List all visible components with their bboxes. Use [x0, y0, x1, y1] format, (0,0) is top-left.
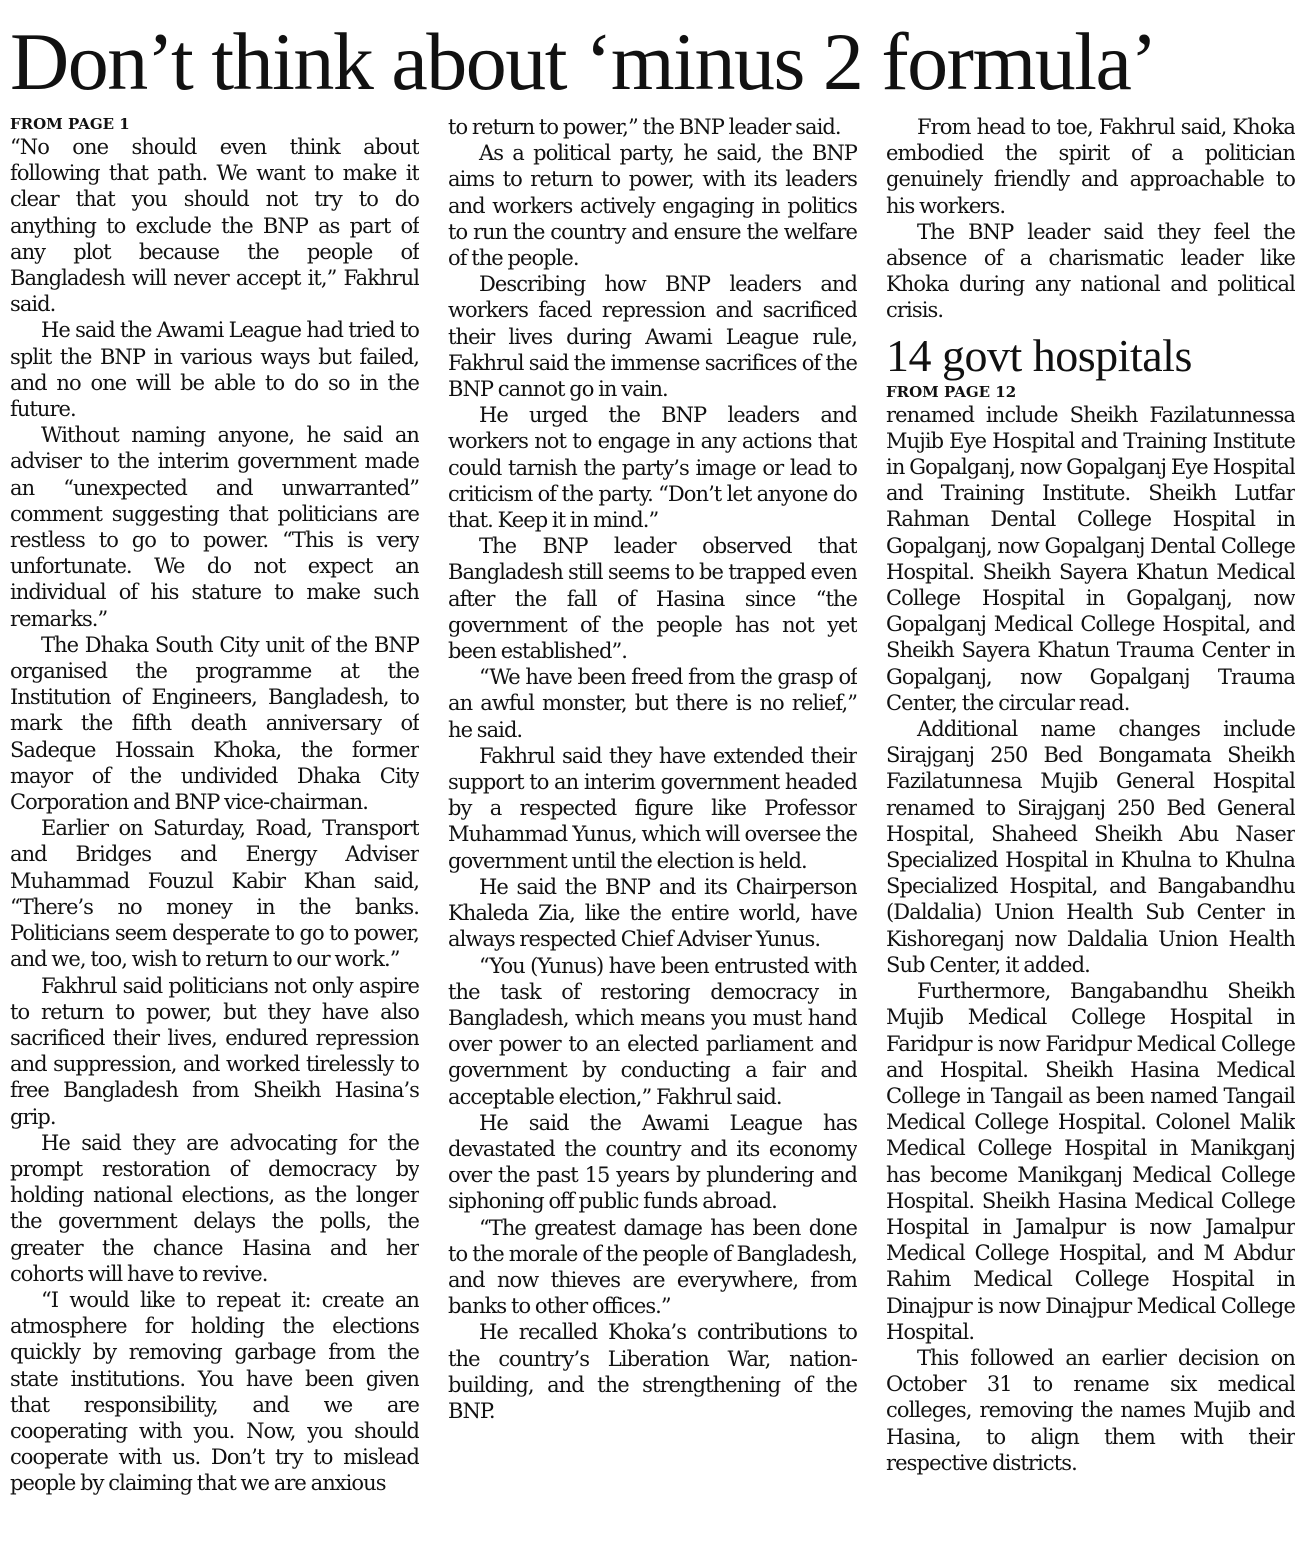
paragraph: The BNP leader said they feel the absence of a charismatic leader like Khoka during any national and political crisis.	[886, 219, 1295, 323]
paragraph: Earlier on Saturday, Road, Transport and Bridges and Energy Adviser Muhammad Fouzul Kabir Khan said, “There’s no money in the banks. Politicians seem desperate to go to power, and we, too, wish to return to our work.”	[10, 816, 419, 972]
paragraph: The Dhaka South City unit of the BNP organised the programme at the Institution of Engineers, Bangladesh, to mark the fifth death anniversary of Sadeque Hossain Khoka, the former mayor of the undivided Dhaka City Corporation and BNP vice-chairman.	[10, 632, 419, 815]
paragraph: to return to power,” the BNP leader said.	[448, 115, 841, 139]
paragraph: Without naming anyone, he said an adviser to the interim government made an “unexpected and unwarranted” comment suggesting that politicians are restless to go to power. “This is very unfortunate. We do not expect an individual of his stature to make such remarks.”	[10, 423, 419, 631]
paragraph: As a political party, he said, the BNP aims to return to power, with its leaders and workers actively engaging in politics to run the country and ensure the welfare of the people.	[448, 141, 857, 271]
paragraph: “No one should even think about following that path. We want to make it clear that you should not try to do anything to exclude the BNP as part of any plot because the people of Bangladesh will never accept it,” Fakhrul said.	[10, 135, 419, 317]
paragraph: This followed an earlier decision on October 31 to rename six medical colleges, removing the names Mujib and Hasina, to align them with their respective districts.	[886, 1345, 1295, 1475]
paragraph: The BNP leader observed that Bangladesh still seems to be trapped even after the fall of Hasina since “the government of the people has not yet been established”.	[448, 534, 857, 664]
second-story-dateline: FROM PAGE 12	[886, 382, 1017, 401]
paragraph: From head to toe, Fakhrul said, Khoka embodied the spirit of a politician genuinely friendly and approachable to his workers.	[886, 115, 1295, 218]
paragraph: “I would like to repeat it: create an atmosphere for holding the elections quickly by removing garbage from the state institutions. You have been given that responsibility, and we are cooperating with you. Now, you should cooperate with us. Don’t try to mislead people by claiming that we are anxious	[10, 1287, 419, 1496]
column-3	[886, 114, 1295, 1555]
paragraph: Describing how BNP leaders and workers faced repression and sacrificed their lives during Awami League rule, Fakhrul said the immense sacrifices of the BNP cannot go in vain.	[448, 272, 857, 402]
column-2	[448, 114, 857, 1555]
second-story-headline: 14 govt hospitals	[886, 329, 1192, 381]
column-1	[10, 114, 419, 1555]
paragraph: Fakhrul said politicians not only aspire to return to power, but they have also sacrificed their lives, endured repression and suppression, and worked tirelessly to free Bangladesh from Sheikh Hasina’s grip.	[10, 973, 419, 1129]
paragraph: “You (Yunus) have been entrusted with the task of restoring democracy in Bangladesh, which means you must hand over power to an elected parliament and government by conducting a fair and acceptable election,” Fakhrul said.	[448, 953, 857, 1109]
paragraph: “We have been freed from the grasp of an awful monster, but there is no relief,” he said.	[448, 665, 857, 742]
paragraph: Additional name changes include Sirajganj 250 Bed Bongamata Sheikh Fazilatunnesa Mujib General Hospital renamed to Sirajganj 250 Bed General Hospital, Shaheed Sheikh Abu Naser Specialized Hospital in Khulna to Khulna Specialized Hospital, and Bangabandhu (Daldalia) Union Health Sub Center in Kishoreganj now Daldalia Union Health Sub Center, it added.	[886, 717, 1295, 977]
paragraph: He said the Awami League had tried to split the BNP in various ways but failed, and no one will be able to do so in the future.	[10, 318, 419, 422]
dateline: FROM PAGE 1	[10, 115, 130, 133]
paragraph: Fakhrul said they have extended their support to an interim government headed by a respected figure like Professor Muhammad Yunus, which will oversee the government until the election is held.	[448, 743, 857, 873]
paragraph: He said the BNP and its Chairperson Khaleda Zia, like the entire world, have always respected Chief Adviser Yunus.	[448, 874, 857, 952]
paragraph: He said the Awami League has devastated the country and its economy over the past 15 years by plundering and siphoning off public funds abroad.	[448, 1110, 857, 1214]
paragraph: He recalled Khoka’s contributions to the country’s Liberation War, nation-building, and the strengthening of the BNP.	[448, 1320, 857, 1423]
paragraph: renamed include Sheikh Fazilatunnessa Mujib Eye Hospital and Training Institute in Gopalganj, now Gopalganj Eye Hospital and Training Institute. Sheikh Lutfar Rahman Dental College Hospital in Gopalganj, now Gopalganj Dental College Hospital. Sheikh Sayera Khatun Medical College Hospital in Gopalganj, now Gopalganj Medical College Hospital, and Sheikh Sayera Khatun Trauma Center in Gopalganj, now Gopalganj Trauma Center, the circular read.	[886, 402, 1295, 715]
paragraph: He said they are advocating for the prompt restoration of democracy by holding national elections, as the longer the government delays the polls, the greater the chance Hasina and her cohorts will have to revive.	[10, 1130, 419, 1286]
paragraph: Furthermore, Bangabandhu Sheikh Mujib Medical College Hospital in Faridpur is now Faridpur Medical College and Hospital. Sheikh Hasina Medical College in Tangail as been named Tangail Medical College Hospital. Colonel Malik Medical College Hospital in Manikganj has become Manikganj Medical College Hospital. Sheikh Hasina Medical College Hospital in Jamalpur is now Jamalpur Medical College Hospital, and M Abdur Rahim Medical College Hospital in Dinajpur is now Dinajpur Medical College Hospital.	[886, 979, 1295, 1344]
headline: Don’t think about ‘minus 2 formula’	[10, 16, 1157, 107]
paragraph: “The greatest damage has been done to the morale of the people of Bangladesh, and now thieves are everywhere, from banks to other offices.”	[448, 1215, 857, 1319]
paragraph: He urged the BNP leaders and workers not to engage in any actions that could tarnish the party’s image or lead to criticism of the party. “Don’t let anyone do that. Keep it in mind.”	[448, 403, 857, 533]
